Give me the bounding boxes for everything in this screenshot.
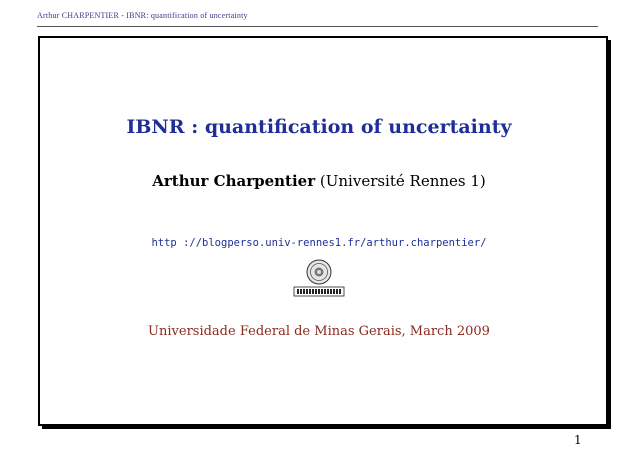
running-header: Arthur CHARPENTIER - IBNR: quantification of uncertainty [37,11,248,20]
frame-shadow-right [608,40,611,429]
slide-frame [38,36,608,426]
seal-icon [307,260,331,284]
page-number: 1 [574,433,582,447]
author-name: Arthur Charpentier [152,172,316,190]
author-line [0,172,638,190]
university-logo [284,259,354,303]
header-divider [37,26,598,27]
slide-title: IBNR : quantification of uncertainty [126,116,512,138]
venue-line: Universidade Federal de Minas Gerais, March 2009 [148,324,490,339]
frame-shadow-bottom [42,426,611,429]
author-affiliation: (Université Rennes 1) [319,172,486,190]
author-url[interactable]: http ://blogperso.univ-rennes1.fr/arthur.charpentier/ [151,237,487,249]
